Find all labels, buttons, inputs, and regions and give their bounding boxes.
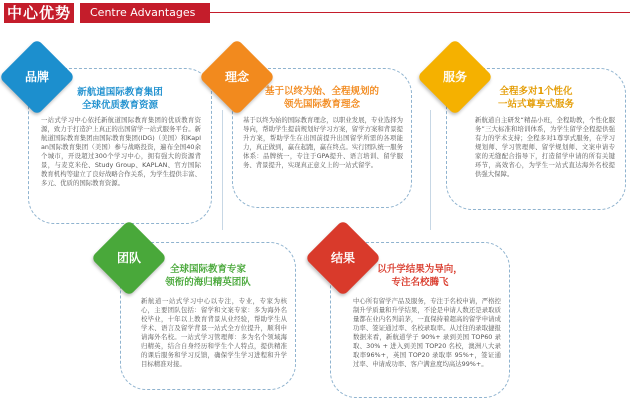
team-label: 团队 [116,251,141,265]
connector-line [222,110,223,230]
card-result-title: 以升学结果为导向， 专注名校腾飞 [377,264,463,288]
card-brand-title: 新航道国际教育集团 全球优质教育资源 [77,87,163,111]
card-service-body: 新航道自主研发“精品小班，全程助教，个性化服务”三大标准和培训体系，为学生留学全程提供强有力的学术支持；全程多对1尊享式服务，在学习规划师、学习管理师、留学规划师、文案申请专家的无缝配合指导下，打造留学申请的所有关键环节，高效省心，为学生一站式直达海外名校提供强大保障。 [475,116,615,178]
page-header [0,0,635,26]
connector-line [430,110,431,230]
result-label: 结果 [330,251,355,265]
card-team-title: 全球国际教育专家 领衔的海归精英团队 [165,264,251,288]
logo: 中心优势 [4,3,74,23]
card-result-body: 中心所有留学产品及服务，专注于名校申请，严格控制升学质量和升学结果，不论是申请人数还是录取质量都在业内名列前茅，一直保持着超高的留学申请成功率、签证通过率、名校录取率。从过往的录取捷报数据来看，新航道学子 90%+ 录到美国 TOP60 录取、30% + 进入到美国 TOP20 名校，澳洲八大录取率96%+，英国 TOP20 录取率 95%+，签证通过率、申请成功率、客户满意度均高达99%+。 [353,297,501,368]
header-divider [210,12,630,13]
philosophy-label: 理念 [224,70,249,84]
card-philosophy-body: 基于以终为始的国际教育理念，以职业发展，专业选择为导向，帮助学生提前规划好学习方案，留学方案和背景提升方案，帮助学生在出国前提升出国留学所需的各项能力，真正做到，赢在起跑，赢在终点。实行团队统一服务体系：品牌统一，专注于GPA提升、语言培训、留学服务、背景提升，实现真正意义上的一站式留学。 [243,116,403,169]
service-label: 服务 [442,70,467,84]
brand-label: 品牌 [24,70,49,84]
header-banner: Centre Advantages [80,3,210,23]
card-philosophy-title: 基于以终为始、全程规划的 领先国际教育理念 [264,86,379,110]
card-team-body: 新航道一站式学习中心以专注，专业，专家为核心，主要团队包括：留学和文案专家：多为海外名校毕业，十年以上教育背景从业经验，帮助学生从学术、语言及留学背景一站式全方位提升，顺利申请海外名校。一站式学习管理师：多为名个领域海归精英，结合自身经历和学生个人特点，提供精准的课后服务和学习反馈，确保学生学习进程和升学目标精准对接。 [141,297,287,368]
card-brand-body: 一站式学习中心依托新航道国际教育集团的优质教育资源，致力于打造沪上真正的出国留学一站式服务平台。新航道国际教育集团由国际教育集团(IDG)（美国）和Kaplan国际教育集团（美国）参与战略投资，遍布全国40余个城市，开设超过300个学习中心，拥有强大的资源背景，与麦克米伦、Study Group、KAPLAN、官方国际教育机构等建立了良好战略合作关系，为学生提供丰富、多元、优质的国际教育资源。 [41,116,201,187]
card-service-title: 全程多对1个性化 一站式尊享式服务 [497,86,574,110]
